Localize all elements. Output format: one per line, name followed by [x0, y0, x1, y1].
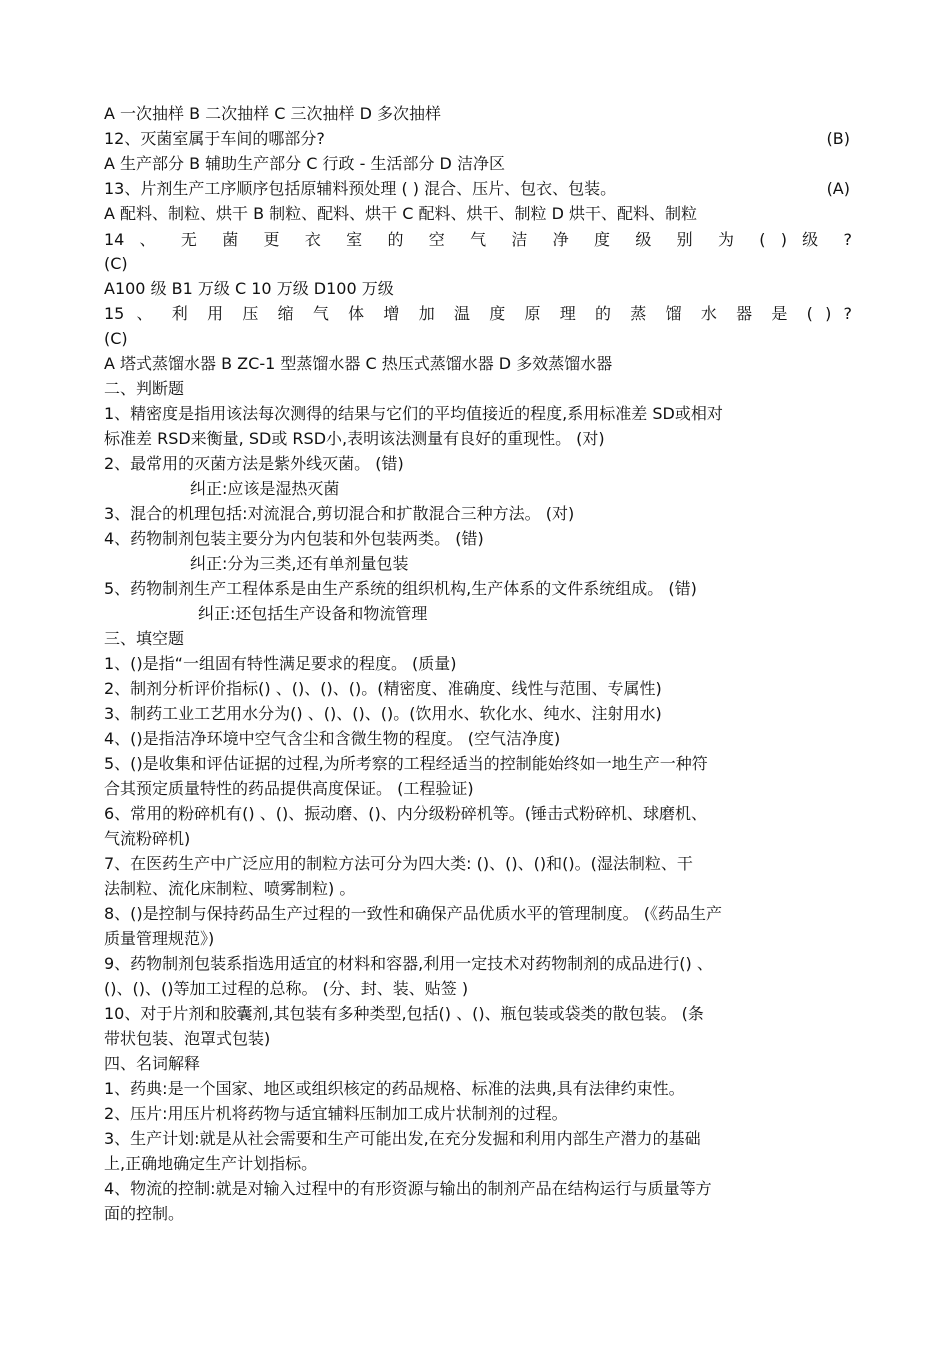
- fill-item-9-line-1: 9、药物制剂包装系指选用适宜的材料和容器,利用一定技术对药物制剂的成品进行() 、: [104, 954, 713, 973]
- section-heading-fill-in: 三、填空题: [104, 629, 185, 648]
- fill-item-10-line-1: 10、对于片剂和胶囊剂,其包装有多种类型,包括() 、()、瓶包装或袋类的散包装。 (条: [104, 1004, 704, 1023]
- fill-item-7-line-1: 7、在医药生产中广泛应用的制粒方法可分为四大类: ()、()、()和()。(湿法制粒、干: [104, 854, 693, 873]
- term-item-2: 2、压片:用压片机将药物与适宜辅料压制加工成片状制剂的过程。: [104, 1104, 568, 1123]
- tf-item-4-correction: 纠正:分为三类,还有单剂量包装: [190, 554, 409, 573]
- question-15-answer: (C): [104, 329, 128, 348]
- section-heading-terms: 四、名词解释: [104, 1054, 201, 1073]
- question-11-options: A 一次抽样 B 二次抽样 C 三次抽样 D 多次抽样: [104, 104, 442, 123]
- term-item-3-line-1: 3、生产计划:就是从社会需要和生产可能出发,在充分发掘和利用内部生产潜力的基础: [104, 1129, 701, 1148]
- question-14-answer: (C): [104, 254, 128, 273]
- fill-item-7-line-2: 法制粒、流化床制粒、喷雾制粒) 。: [104, 879, 356, 898]
- fill-item-6-line-2: 气流粉碎机): [104, 829, 191, 848]
- fill-item-2: 2、制剂分析评价指标() 、()、()、()。(精密度、准确度、线性与范围、专属性): [104, 679, 662, 698]
- tf-item-1-line-2: 标准差 RSD来衡量, SD或 RSD小,表明该法测量有良好的重现性。 (对): [104, 429, 605, 448]
- term-item-1: 1、药典:是一个国家、地区或组织核定的药品规格、标准的法典,具有法律约束性。: [104, 1079, 685, 1098]
- question-13-answer: (A): [826, 179, 850, 198]
- question-13-options: A 配料、制粒、烘干 B 制粒、配料、烘干 C 配料、烘干、制粒 D 烘干、配料、制粒: [104, 204, 698, 223]
- fill-item-9-line-2: ()、()、()等加工过程的总称。 (分、封、装、贴签 ): [104, 979, 469, 998]
- term-item-4-line-1: 4、物流的控制:就是对输入过程中的有形资源与输出的制剂产品在结构运行与质量等方: [104, 1179, 712, 1198]
- question-15-options: A 塔式蒸馏水器 B ZC-1 型蒸馏水器 C 热压式蒸馏水器 D 多效蒸馏水器: [104, 354, 613, 373]
- question-12-answer: (B): [826, 129, 850, 148]
- question-12: 12、灭菌室属于车间的哪部分?: [104, 129, 325, 148]
- fill-item-5-line-1: 5、()是收集和评估证据的过程,为所考察的工程经适当的控制能始终如一地生产一种符: [104, 754, 708, 773]
- tf-item-1-line-1: 1、精密度是指用该法每次测得的结果与它们的平均值接近的程度,系用标准差 SD或相对: [104, 404, 723, 423]
- fill-item-4: 4、()是指洁净环境中空气含尘和含微生物的程度。 (空气洁净度): [104, 729, 561, 748]
- section-heading-true-false: 二、判断题: [104, 379, 185, 398]
- tf-item-5: 5、药物制剂生产工程体系是由生产系统的组织机构,生产体系的文件系统组成。 (错): [104, 579, 697, 598]
- term-item-3-line-2: 上,正确地确定生产计划指标。: [104, 1154, 318, 1173]
- tf-item-3: 3、混合的机理包括:对流混合,剪切混合和扩散混合三种方法。 (对): [104, 504, 575, 523]
- fill-item-1: 1、()是指“一组固有特性满足要求的程度。 (质量): [104, 654, 457, 673]
- tf-item-5-correction: 纠正:还包括生产设备和物流管理: [198, 604, 428, 623]
- fill-item-3: 3、制药工业工艺用水分为() 、()、()、()。(饮用水、软化水、纯水、注射用水): [104, 704, 662, 723]
- tf-item-2-correction: 纠正:应该是湿热灭菌: [190, 479, 340, 498]
- fill-item-6-line-1: 6、常用的粉碎机有() 、()、振动磨、()、内分级粉碎机等。(锤击式粉碎机、球磨机、: [104, 804, 707, 823]
- question-15: 15 、 利 用 压 缩 气 体 增 加 温 度 原 理 的 蒸 馏 水 器 是 ( ) ?: [104, 304, 852, 323]
- question-14-options: A100 级 B1 万级 C 10 万级 D100 万级: [104, 279, 394, 298]
- question-13: 13、片剂生产工序顺序包括原辅料预处理 ( ) 混合、压片、包衣、包装。: [104, 179, 617, 198]
- question-14: 14 、 无 菌 更 衣 室 的 空 气 洁 净 度 级 别 为 ( ) 级 ?: [104, 230, 852, 249]
- tf-item-2: 2、最常用的灭菌方法是紫外线灭菌。 (错): [104, 454, 404, 473]
- tf-item-4: 4、药物制剂包装主要分为内包装和外包装两类。 (错): [104, 529, 484, 548]
- fill-item-8-line-2: 质量管理规范》): [104, 929, 215, 948]
- fill-item-5-line-2: 合其预定质量特性的药品提供高度保证。 (工程验证): [104, 779, 474, 798]
- question-12-options: A 生产部分 B 辅助生产部分 C 行政 - 生活部分 D 洁净区: [104, 154, 505, 173]
- term-item-4-line-2: 面的控制。: [104, 1204, 185, 1223]
- fill-item-10-line-2: 带状包装、泡罩式包装): [104, 1029, 271, 1048]
- fill-item-8-line-1: 8、()是控制与保持药品生产过程的一致性和确保产品优质水平的管理制度。 (《药品生产: [104, 904, 722, 923]
